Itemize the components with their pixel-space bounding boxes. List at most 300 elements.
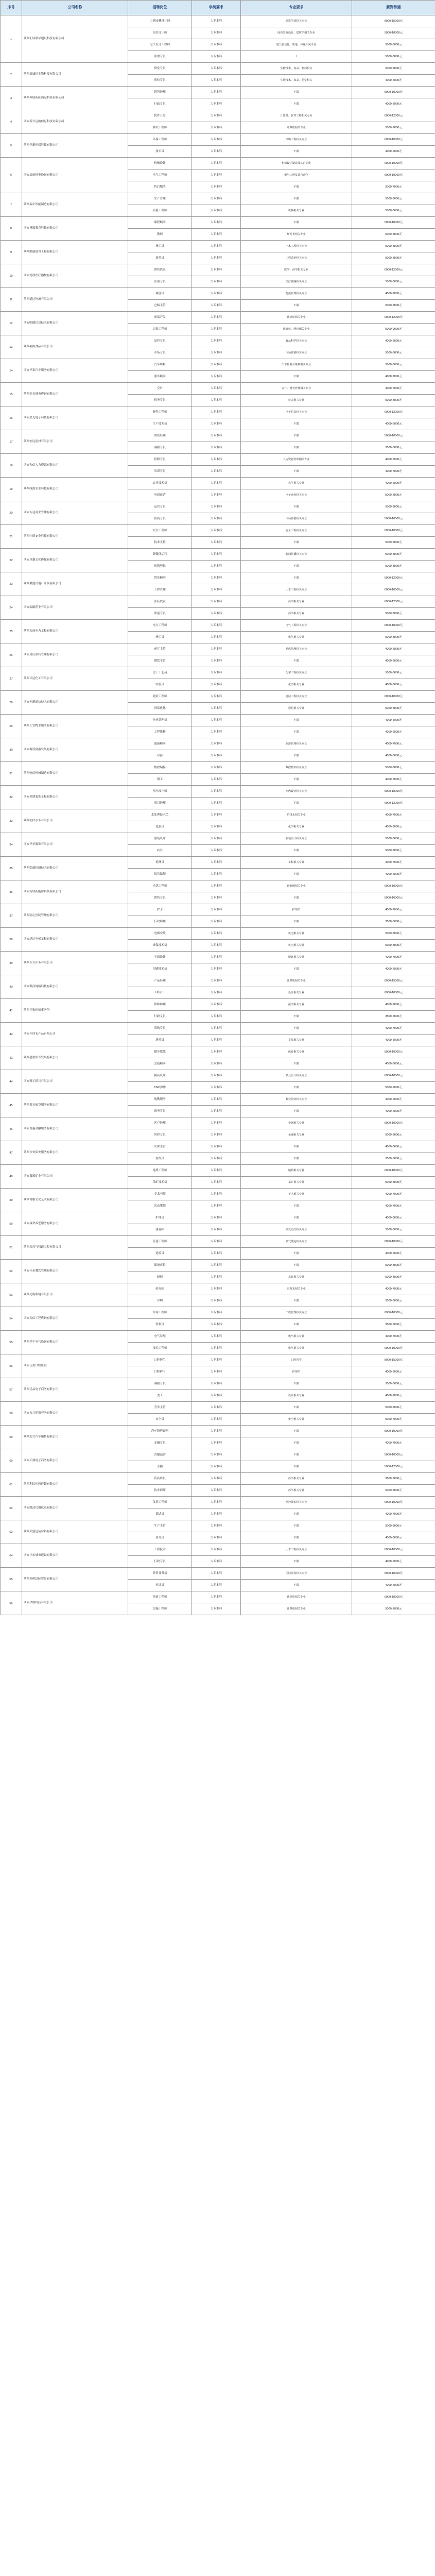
position-cell: 安全员 [128,1414,192,1426]
salary-cell: 5000-10000元 [352,786,435,798]
education-cell: 大专本科 [192,892,241,904]
major-cell: 电气相关专业 [241,1331,352,1343]
salary-cell: 4000-6000元 [352,643,435,655]
table-row [1,762,435,774]
position-cell: 销售代表 [128,264,192,276]
position-cell: 护士 [128,904,192,916]
row-number: 11 [1,288,22,312]
salary-cell: 5000-9000元 [352,324,435,335]
salary-cell: 5000-10000元 [352,892,435,904]
salary-cell: 5000-8000元 [352,252,435,264]
education-cell: 大专本科 [192,762,241,774]
position-cell: 调试员 [128,1509,192,1520]
education-cell: 大专本科 [192,1307,241,1319]
company-name: 陕西北方汽车销售有限公司 [22,1426,128,1449]
education-cell: 大专本科 [192,1189,241,1200]
major-cell: 不限 [241,1461,352,1473]
education-cell: 大专本科 [192,975,241,987]
position-cell: 行政专员 [128,98,192,110]
row-number: 54 [1,1307,22,1331]
company-name: 西安新兴远航信息科技有限公司 [22,110,128,134]
salary-cell: 5000-10000元 [352,1046,435,1058]
row-number: 31 [1,762,22,786]
company-name: 西安天诚电子商务有限公司 [22,1449,128,1473]
salary-cell: 5000-8000元 [352,63,435,75]
education-cell: 大专本科 [192,632,241,643]
salary-cell: 6000-12000元 [352,798,435,809]
education-cell: 大专本科 [192,110,241,122]
education-cell: 大专本科 [192,300,241,312]
table-row [1,1426,435,1437]
salary-cell: 3500-5000元 [352,1153,435,1165]
row-number: 52 [1,1260,22,1283]
table-row [1,643,435,655]
table-row [1,1520,435,1532]
table-row [1,928,435,940]
position-cell: 单证员 [128,1580,192,1591]
table-row [1,904,435,916]
salary-cell: 8000-15000元 [352,1354,435,1366]
company-name: 西安康华养老服务有限公司 [22,1212,128,1236]
position-cell: 施工员 [128,241,192,252]
table-row [1,880,435,892]
position-cell: 律师助理 [128,999,192,1011]
major-cell: 汽车检测与维修相关专业 [241,359,352,371]
row-number: 60 [1,1449,22,1473]
salary-cell: 4000-6000元 [352,98,435,110]
salary-cell: 6000-12000元 [352,406,435,418]
salary-cell: 5000-8000元 [352,489,435,501]
row-number: 65 [1,1568,22,1591]
row-number: 4 [1,110,22,134]
position-cell: 化验员 [128,821,192,833]
education-cell: 大专本科 [192,252,241,264]
position-cell: 客服专员 [128,1378,192,1390]
education-cell: 大专本科 [192,288,241,300]
salary-cell: 4000-6000元 [352,478,435,489]
education-cell: 大专本科 [192,406,241,418]
company-name: 陕西嘉诚恒生物科技有限公司 [22,63,128,87]
major-cell: 通信工程相关专业 [241,691,352,703]
company-name: 陕西华新环保科技有限公司 [22,134,128,158]
salary-cell: 5000-8000元 [352,1177,435,1189]
position-cell: 仓储主管 [128,300,192,312]
salary-cell: 5000-12000元 [352,1461,435,1473]
salary-cell: 4000-6000元 [352,418,435,430]
table-row [1,999,435,1011]
company-name: 西安博源教育科技有限公司 [22,217,128,241]
header-no: 序号 [1,1,22,15]
position-cell: 化工工艺员 [128,667,192,679]
table-row [1,1591,435,1603]
row-number: 17 [1,430,22,454]
major-cell: 不限 [241,1580,352,1591]
salary-cell: 6000-10000元 [352,134,435,146]
table-row [1,217,435,229]
row-number: 6 [1,158,22,193]
major-cell: 电气相关专业 [241,632,352,643]
education-cell: 大专本科 [192,1011,241,1023]
education-cell: 大专本科 [192,312,241,324]
company-name: 西安海蓝旅游发展有限公司 [22,738,128,762]
salary-cell: 4000-7000元 [352,454,435,466]
education-cell: 大专本科 [192,193,241,205]
education-cell: 大专本科 [192,1485,241,1497]
row-number: 40 [1,975,22,999]
major-cell: 电气相关专业 [241,1343,352,1354]
position-cell: 造价员 [128,252,192,264]
position-cell: 生产管理 [128,193,192,205]
table-row [1,667,435,679]
education-cell: 大专本科 [192,1070,241,1082]
position-cell: 培训专员 [128,466,192,478]
row-number: 23 [1,572,22,596]
salary-cell: 4000-6000元 [352,1141,435,1153]
salary-cell: 4000-8000元 [352,750,435,762]
position-cell: 电力工程师 [128,620,192,632]
row-number: 53 [1,1283,22,1307]
education-cell: 大专本科 [192,738,241,750]
education-cell: 大专本科 [192,987,241,999]
major-cell: 不限 [241,430,352,442]
row-number: 33 [1,809,22,833]
education-cell: 大专本科 [192,27,241,39]
position-cell: 仪表工程师 [128,1497,192,1509]
position-cell: 工业园林设计师 [128,15,192,27]
salary-cell: 5000-8000元 [352,347,435,359]
row-number: 25 [1,620,22,643]
company-name: 陕西兴达化工有限公司 [22,667,128,691]
salary-cell: 5000-10000元 [352,1426,435,1437]
major-cell: 航空服务相关专业 [241,1094,352,1106]
education-cell: 大专本科 [192,525,241,537]
table-row [1,738,435,750]
table-row [1,786,435,798]
row-number: 56 [1,1354,22,1378]
company-name: 西安迅达电梯工程有限公司 [22,928,128,952]
education-cell: 大专本科 [192,750,241,762]
company-name: 陕西弘毅检测技术有限公司 [22,857,128,880]
major-cell: 不限 [241,146,352,158]
education-cell: 大专本科 [192,1603,241,1615]
position-cell: 实验员 [128,679,192,691]
salary-cell: 4000-6000元 [352,75,435,87]
company-name: 陕西长安物业服务有限公司 [22,715,128,738]
education-cell: 大专本科 [192,1200,241,1212]
major-cell: 烹饪相关专业 [241,1272,352,1283]
major-cell: 不限 [241,217,352,229]
position-cell: 置业顾问 [128,572,192,584]
position-cell: 地勤服务 [128,1094,192,1106]
table-row [1,1023,435,1035]
major-cell: 康复治疗相关专业 [241,1224,352,1236]
row-number: 48 [1,1165,22,1189]
salary-cell: 6000-10000元 [352,1544,435,1556]
table-row [1,549,435,561]
major-cell: 不限 [241,715,352,726]
table-row [1,1189,435,1200]
position-cell: 物业管理员 [128,715,192,726]
table-body [1,15,435,1615]
salary-cell: 4000-7000元 [352,1283,435,1295]
table-row [1,1212,435,1224]
major-cell: 眼视光相关专业 [241,1283,352,1295]
salary-cell: 5000-7000元 [352,1082,435,1094]
position-cell: 维保技术员 [128,940,192,952]
position-cell: 钳工 [128,774,192,786]
position-cell: 餐饮主管 [128,655,192,667]
row-number: 44 [1,1070,22,1094]
position-cell: 汽车维修 [128,359,192,371]
education-cell: 大专本科 [192,549,241,561]
education-cell: 大专本科 [192,442,241,454]
position-cell: 管道工程师 [128,1236,192,1248]
position-cell: 硬件工程师 [128,406,192,418]
education-cell: 大专本科 [192,217,241,229]
education-cell: 大专本科 [192,1212,241,1224]
row-number: 15 [1,383,22,406]
row-number: 7 [1,193,22,217]
education-cell: 大专本科 [192,1141,241,1153]
education-cell: 大专本科 [192,537,241,549]
salary-cell: 5000-8000元 [352,537,435,549]
position-cell: 金融专员 [128,1437,192,1449]
company-name: 西安华泰汽车服务有限公司 [22,359,128,383]
salary-cell: 4000-7000元 [352,738,435,750]
major-cell: 农学相关专业 [241,478,352,489]
position-cell: 行政专员 [128,1556,192,1568]
major-cell: 机械设计制造及其自动化 [241,158,352,170]
major-cell: 药学相关专业 [241,596,352,608]
company-name: 西安华美服饰有限公司 [22,833,128,857]
salary-cell: 4000-7000元 [352,371,435,383]
position-cell: 教师 [128,229,192,241]
position-cell: 运维工程师 [128,324,192,335]
table-row [1,715,435,726]
company-name: 陕西金桥国际贸易有限公司 [22,1568,128,1591]
position-cell: 光伏工程师 [128,880,192,892]
major-cell: 电气工程相关专业 [241,620,352,632]
salary-cell: 5000-8000元 [352,632,435,643]
salary-cell: 6000-10000元 [352,1591,435,1603]
major-cell: 计算机、网络相关专业 [241,324,352,335]
table-row [1,312,435,324]
education-cell: 大专本科 [192,181,241,193]
salary-cell: 6000-12000元 [352,596,435,608]
education-cell: 大专本科 [192,1449,241,1461]
education-cell: 大专本科 [192,1343,241,1354]
position-cell: 平面设计 [128,952,192,963]
position-cell: 会计 [128,383,192,395]
position-cell: 研发专员 [128,63,192,75]
table-row [1,1070,435,1082]
salary-cell: 5000-7000元 [352,181,435,193]
row-number: 5 [1,134,22,158]
education-cell: 大专本科 [192,39,241,51]
major-cell: 不限 [241,1426,352,1437]
education-cell: 大专本科 [192,963,241,975]
major-cell: 计算机相关专业 [241,312,352,324]
position-cell: 机械设计 [128,158,192,170]
salary-cell: 5000-8000元 [352,229,435,241]
education-cell: 大专本科 [192,1568,241,1580]
education-cell: 大专本科 [192,205,241,217]
table-row [1,1331,435,1343]
table-row [1,525,435,537]
table-row [1,1094,435,1106]
row-number: 9 [1,241,22,264]
salary-cell: 6000-12000元 [352,312,435,324]
salary-cell: 6000-10000元 [352,525,435,537]
position-cell: 前厅主管 [128,643,192,655]
education-cell: 大专本科 [192,1509,241,1520]
salary-cell: 5000-8000元 [352,300,435,312]
salary-cell: 8000-15000元 [352,975,435,987]
company-name: 陕西中联安全科技有限公司 [22,525,128,549]
row-number: 38 [1,928,22,952]
major-cell: 食品科学相关专业 [241,335,352,347]
major-cell: 服装设计相关专业 [241,833,352,845]
salary-cell: 6000-10000元 [352,1307,435,1319]
education-cell: 大专本科 [192,466,241,478]
major-cell: 不限 [241,572,352,584]
education-cell: 大专本科 [192,703,241,715]
position-cell: 生产主管 [128,1520,192,1532]
table-row [1,264,435,276]
position-cell: 导游 [128,750,192,762]
major-cell: 不限 [241,798,352,809]
education-cell: 大专本科 [192,928,241,940]
major-cell: 不限 [241,655,352,667]
education-cell: 大专本科 [192,1236,241,1248]
row-number: 30 [1,738,22,762]
table-row [1,1046,435,1058]
table-row [1,1497,435,1509]
education-cell: 大专本科 [192,1094,241,1106]
major-cell: 金融相关专业 [241,1117,352,1129]
education-cell: 大专本科 [192,561,241,572]
major-cell: 给排水相关专业 [241,809,352,821]
salary-cell: 6000-10000元 [352,1497,435,1509]
salary-cell: 5000-8000元 [352,205,435,217]
row-number: 36 [1,880,22,904]
table-row [1,288,435,300]
education-cell: 大专本科 [192,999,241,1011]
major-cell: 不限 [241,1023,352,1035]
position-cell: 产品经理 [128,975,192,987]
education-cell: 大专本科 [192,1117,241,1129]
company-name: 西安明德信息技术有限公司 [22,312,128,335]
company-name: 陕西汇绿联华建设科技有限公司 [22,15,128,63]
company-name: 西安启航机电设备有限公司 [22,158,128,193]
company-name: 陕西盛世体育发展有限公司 [22,1046,128,1070]
salary-cell: 6000-10000元 [352,880,435,892]
row-number: 16 [1,406,22,430]
major-cell: 国际贸易相关专业 [241,1568,352,1580]
salary-cell: 3500-5000元 [352,1319,435,1331]
table-row [1,809,435,821]
education-cell: 大专本科 [192,51,241,63]
table-row [1,1117,435,1129]
position-cell: 外贸业务员 [128,1568,192,1580]
position-cell: 项目经理 [128,798,192,809]
position-cell: 技术支持 [128,537,192,549]
major-cell: 法学相关专业 [241,999,352,1011]
major-cell: 生物技术、食品、药学相关 [241,75,352,87]
major-cell: 工程造价相关专业 [241,252,352,264]
header-row [1,1,435,15]
company-name: 西安普惠金融服务有限公司 [22,1117,128,1141]
major-cell: 药学相关专业 [241,1473,352,1485]
salary-cell: 4000-6000元 [352,1035,435,1046]
education-cell: 大专本科 [192,359,241,371]
company-name: 陕西宏远建材有限公司 [22,430,128,454]
education-cell: 大专本科 [192,1580,241,1591]
salary-cell: 5000-7000元 [352,1414,435,1426]
row-number: 66 [1,1591,22,1615]
position-cell: 调度员 [128,288,192,300]
major-cell: 不限 [241,466,352,478]
salary-cell: 6000-10000元 [352,158,435,170]
position-cell: 口腔护士 [128,1366,192,1378]
education-cell: 大专本科 [192,845,241,857]
row-number: 8 [1,217,22,241]
position-cell: 安保主管 [128,1141,192,1153]
major-cell: 酒店管理相关专业 [241,643,352,655]
education-cell: 大专本科 [192,1461,241,1473]
education-cell: 大专本科 [192,371,241,383]
education-cell: 大专本科 [192,1319,241,1331]
education-cell: 大专本科 [192,1224,241,1236]
major-cell: 口腔医学 [241,1354,352,1366]
salary-cell: 3500-5000元 [352,1011,435,1023]
salary-cell: 5000-9000元 [352,122,435,134]
row-number: 13 [1,335,22,359]
company-name: 西安佳美口腔医院 [22,1354,128,1378]
table-row [1,383,435,395]
position-cell: 美工 [128,1390,192,1402]
major-cell: 医疗器械相关专业 [241,276,352,288]
salary-cell: 5000-8000元 [352,845,435,857]
position-cell: 技术工程师 [128,1343,192,1354]
education-cell: 大专本科 [192,691,241,703]
major-cell: 不限 [241,193,352,205]
position-cell: 通信工程师 [128,691,192,703]
major-cell: 不限 [241,442,352,454]
salary-cell: 5000-8000元 [352,241,435,252]
company-name: 陕西润泽水务有限公司 [22,809,128,833]
major-cell: / [241,51,352,63]
salary-cell: 4000-6000元 [352,869,435,880]
row-number: 26 [1,643,22,667]
position-cell: 前端开发 [128,312,192,324]
major-cell: 不限 [241,1106,352,1117]
position-cell: 施工员 [128,632,192,643]
education-cell: 大专本科 [192,241,241,252]
company-name: 西安华胜科技有限公司 [22,1591,128,1615]
position-cell: UI设计 [128,987,192,999]
position-cell: 客服专员 [128,442,192,454]
major-cell: 安全工程相关专业 [241,525,352,537]
position-cell: 销售经理 [128,430,192,442]
table-row [1,63,435,75]
salary-cell: 6000-10000元 [352,170,435,181]
position-cell: 电气设计工程师 [128,39,192,51]
salary-cell: 4000-6000元 [352,1556,435,1568]
row-number: 58 [1,1402,22,1426]
major-cell: 不限 [241,1532,352,1544]
position-cell: 质量专员 [128,608,192,620]
